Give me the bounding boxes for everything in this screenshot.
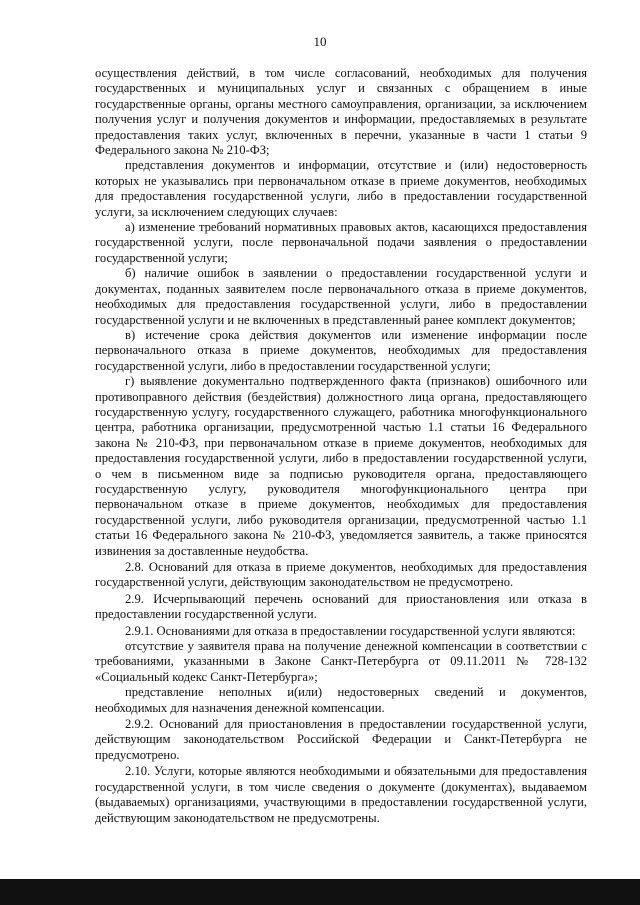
page-number: 10: [313, 34, 327, 49]
paragraph: представления документов и информации, отсутствие и (или) недостоверность которых не указывались при первоначальном отказе в приеме документов, необходимых для предоставления государственной услуги, либо в предоставлении государственной услуги, за исключением следующих случаев:: [95, 158, 587, 219]
paragraph: отсутствие у заявителя права на получение денежной компенсации в соответствии с требованиями, указанными в Законе Санкт-Петербурга от 09.11.2011 № 728-132 «Социальный кодекс Санкт-Петербурга»;: [95, 639, 587, 684]
paragraph: 2.10. Услуги, которые являются необходимыми и обязательными для предоставления государственной услуги, в том числе сведения о документе (документах), выдаваемом (выдаваемых) организациями, участвующими в предоставлении государственной услуги, действующим законодательством не предусмотрены.: [95, 764, 587, 825]
paragraph: осуществления действий, в том числе согласований, необходимых для получения государственных и муниципальных услуг и связанных с обращением в иные государственные органы, органы местного самоуправления, организации, за исключением получения услуг и получения документов и информации, предоставляемых в результате предоставления таких услуг, включенных в перечни, указанные в части 1 статьи 9 Федерального закона № 210-ФЗ;: [95, 66, 587, 158]
document-body: [95, 66, 587, 826]
paragraph: г) выявление документально подтвержденного факта (признаков) ошибочного или противоправного действия (бездействия) должностного лица органа, предоставляющего государственную услугу, государственного служащего, работника многофункционального центра, работника организации, предусмотренной частью 1.1 статьи 16 Федерального закона № 210-ФЗ, при первоначальном отказе в приеме документов, необходимых для предоставления государственной услуги, либо в предоставлении государственной услуги, о чем в письменном виде за подписью руководителя органа, предоставляющего государственную услугу, руководителя многофункционального центра при первоначальном отказе в приеме документов, необходимых для предоставления государственной услуги, либо руководителя организации, предусмотренной частью 1.1 статьи 16 Федерального закона № 210-ФЗ, уведомляется заявитель, а также приносятся извинения за доставленные неудобства.: [95, 374, 587, 558]
paragraph: в) истечение срока действия документов или изменение информации после первоначального отказа в приеме документов, необходимых для предоставления государственной услуги, либо в предоставлении государственной услуги;: [95, 327, 587, 373]
paragraph: представление неполных и(или) недостоверных сведений и документов, необходимых для назначения денежной компенсации.: [95, 685, 587, 715]
scan-edge-bar: [0, 879, 640, 905]
paragraph: б) наличие ошибок в заявлении о предоставлении государственной услуги и документах, поданных заявителем после первоначального отказа в приеме документов, необходимых для предоставления государственной услуги, либо в предоставлении государственной услуги и не включенных в представленный ранее комплект документов;: [95, 266, 587, 327]
paragraph: 2.9.2. Оснований для приостановления в предоставлении государственной услуги, действующим законодательством Российской Федерации и Санкт-Петербурга не предусмотрено.: [95, 717, 587, 762]
paragraph: 2.9.1. Основаниями для отказа в предоставлении государственной услуги являются:: [125, 623, 576, 638]
paragraph: 2.9. Исчерпывающий перечень оснований для приостановления или отказа в предоставлении государственной услуги.: [95, 591, 587, 622]
paragraph: 2.8. Оснований для отказа в приеме документов, необходимых для предоставления государственной услуги, действующим законодательством не предусмотрено.: [95, 560, 587, 590]
paragraph: а) изменение требований нормативных правовых актов, касающихся предоставления государственной услуги, после первоначальной подачи заявления о предоставлении государственной услуги;: [95, 220, 587, 265]
